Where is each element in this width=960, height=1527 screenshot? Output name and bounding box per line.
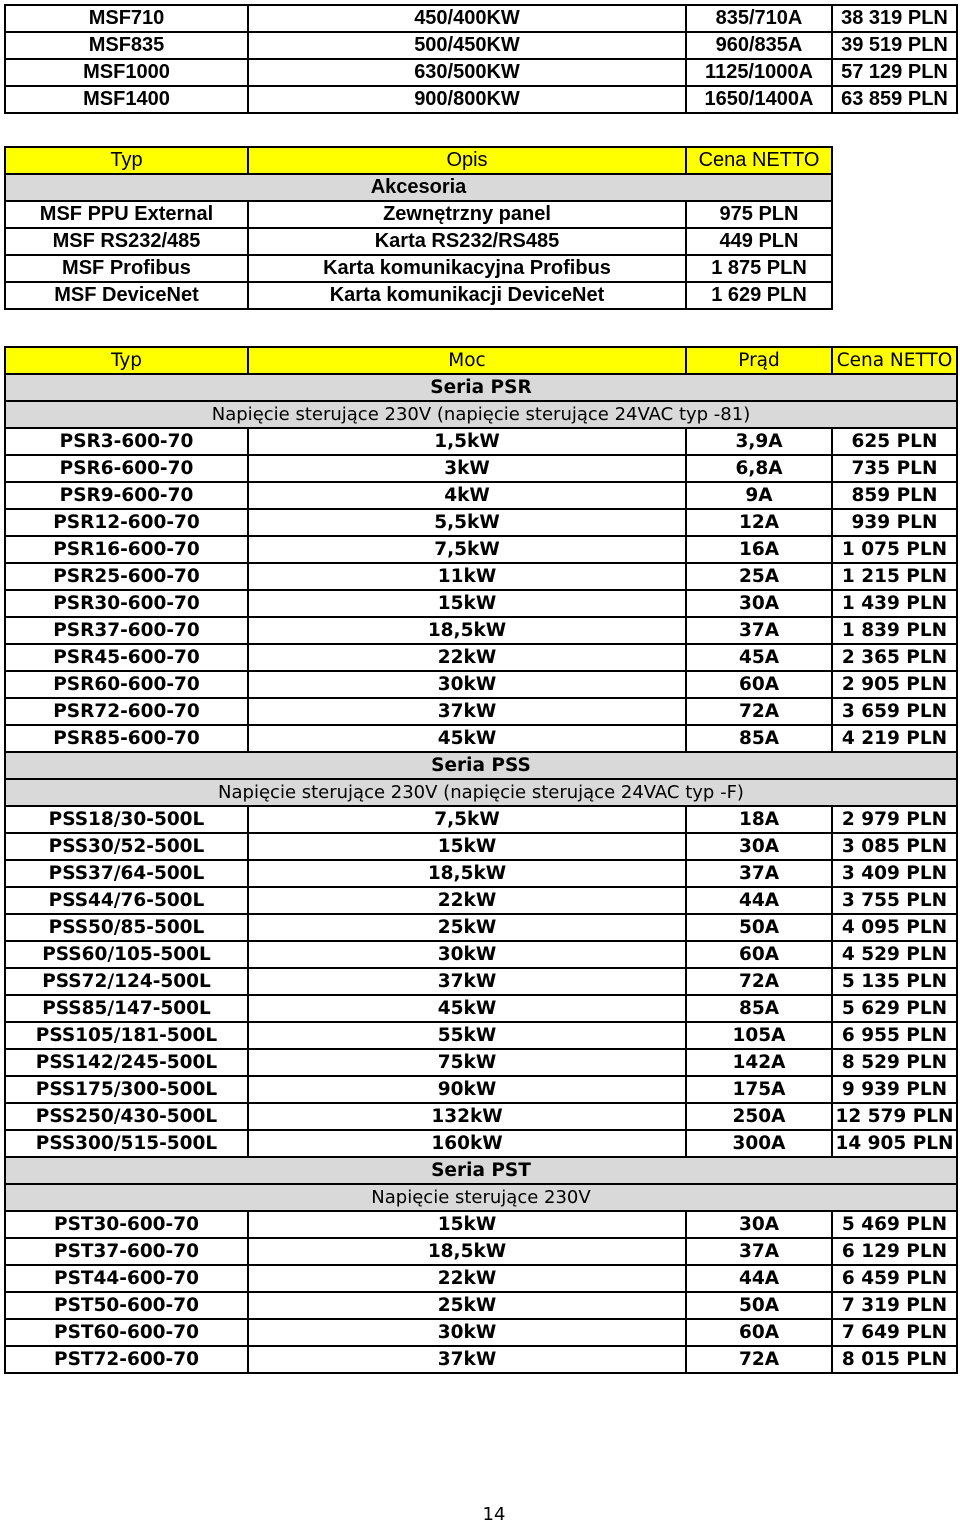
cell-prad: 60A bbox=[686, 1319, 832, 1346]
page-number: 14 bbox=[482, 1504, 506, 1525]
table-row bbox=[5, 1319, 957, 1346]
cell-typ: PST44-600-70 bbox=[5, 1265, 248, 1292]
cell-moc: 37kW bbox=[248, 1346, 686, 1373]
cell-cena: 859 PLN bbox=[832, 482, 957, 509]
table-row bbox=[5, 644, 957, 671]
table-row bbox=[5, 201, 832, 228]
cell-typ: PSS18/30-500L bbox=[5, 806, 248, 833]
series-note-row bbox=[5, 1184, 957, 1211]
cell-cena: 1 075 PLN bbox=[832, 536, 957, 563]
table-row bbox=[5, 536, 957, 563]
table-row bbox=[5, 1130, 957, 1157]
cell-cena: 1 439 PLN bbox=[832, 590, 957, 617]
cell-cena: 1 839 PLN bbox=[832, 617, 957, 644]
series-title: Seria PST bbox=[5, 1157, 957, 1184]
table-row bbox=[5, 995, 957, 1022]
cell-moc: 18,5kW bbox=[248, 1238, 686, 1265]
cell-moc: 7,5kW bbox=[248, 536, 686, 563]
cell-moc: 900/800KW bbox=[248, 86, 686, 113]
cell-typ: PST60-600-70 bbox=[5, 1319, 248, 1346]
cell-prad: 72A bbox=[686, 698, 832, 725]
cell-cena: 6 955 PLN bbox=[832, 1022, 957, 1049]
table-row bbox=[5, 1049, 957, 1076]
cell-moc: 30kW bbox=[248, 671, 686, 698]
cell-typ: PST50-600-70 bbox=[5, 1292, 248, 1319]
cell-prad: 30A bbox=[686, 590, 832, 617]
cell-typ: PSS50/85-500L bbox=[5, 914, 248, 941]
table-row bbox=[5, 1211, 957, 1238]
cell-prad: 50A bbox=[686, 1292, 832, 1319]
cell-typ: PSS85/147-500L bbox=[5, 995, 248, 1022]
cell-prad: 44A bbox=[686, 887, 832, 914]
cell-cena: 975 PLN bbox=[686, 201, 832, 228]
cell-typ: PSR12-600-70 bbox=[5, 509, 248, 536]
cell-moc: 15kW bbox=[248, 833, 686, 860]
cell-moc: 25kW bbox=[248, 914, 686, 941]
cell-prad: 105A bbox=[686, 1022, 832, 1049]
cell-typ: PSS72/124-500L bbox=[5, 968, 248, 995]
table-row bbox=[5, 563, 957, 590]
cell-moc: 1,5kW bbox=[248, 428, 686, 455]
table-row bbox=[5, 455, 957, 482]
header-typ: Typ bbox=[5, 347, 248, 374]
cell-cena: 5 629 PLN bbox=[832, 995, 957, 1022]
cell-typ: PSS30/52-500L bbox=[5, 833, 248, 860]
cell-moc: 18,5kW bbox=[248, 617, 686, 644]
cell-typ: PSR25-600-70 bbox=[5, 563, 248, 590]
table-row bbox=[5, 255, 832, 282]
cell-moc: 22kW bbox=[248, 644, 686, 671]
cell-cena: 1 215 PLN bbox=[832, 563, 957, 590]
cell-typ: PST30-600-70 bbox=[5, 1211, 248, 1238]
table-row bbox=[5, 833, 957, 860]
cell-moc: 37kW bbox=[248, 698, 686, 725]
cell-typ: PSS250/430-500L bbox=[5, 1103, 248, 1130]
cell-prad: 142A bbox=[686, 1049, 832, 1076]
cell-typ: PSR16-600-70 bbox=[5, 536, 248, 563]
cell-moc: 18,5kW bbox=[248, 860, 686, 887]
cell-cena: 12 579 PLN bbox=[832, 1103, 957, 1130]
table-row bbox=[5, 1265, 957, 1292]
cell-cena: 625 PLN bbox=[832, 428, 957, 455]
cell-prad: 835/710A bbox=[686, 5, 832, 32]
cell-moc: 45kW bbox=[248, 725, 686, 752]
cell-prad: 6,8A bbox=[686, 455, 832, 482]
cell-prad: 25A bbox=[686, 563, 832, 590]
cell-typ: MSF DeviceNet bbox=[5, 282, 248, 309]
cell-typ: MSF710 bbox=[5, 5, 248, 32]
cell-cena: 939 PLN bbox=[832, 509, 957, 536]
cell-cena: 6 129 PLN bbox=[832, 1238, 957, 1265]
cell-prad: 85A bbox=[686, 995, 832, 1022]
cell-typ: PSR72-600-70 bbox=[5, 698, 248, 725]
table-row bbox=[5, 1103, 957, 1130]
cell-cena: 2 979 PLN bbox=[832, 806, 957, 833]
table-row bbox=[5, 86, 957, 113]
cell-moc: 37kW bbox=[248, 968, 686, 995]
header-typ: Typ bbox=[5, 147, 248, 174]
cell-typ: PSS44/76-500L bbox=[5, 887, 248, 914]
header-opis: Opis bbox=[248, 147, 686, 174]
cell-prad: 45A bbox=[686, 644, 832, 671]
cell-cena: 7 649 PLN bbox=[832, 1319, 957, 1346]
table-row bbox=[5, 5, 957, 32]
cell-prad: 37A bbox=[686, 860, 832, 887]
cell-typ: PST72-600-70 bbox=[5, 1346, 248, 1373]
cell-prad: 72A bbox=[686, 968, 832, 995]
cell-cena: 8 529 PLN bbox=[832, 1049, 957, 1076]
header-moc: Moc bbox=[248, 347, 686, 374]
cell-prad: 1650/1400A bbox=[686, 86, 832, 113]
table-row bbox=[5, 228, 832, 255]
series-title: Seria PSR bbox=[5, 374, 957, 401]
cell-typ: PSR3-600-70 bbox=[5, 428, 248, 455]
table-row bbox=[5, 617, 957, 644]
cell-moc: 75kW bbox=[248, 1049, 686, 1076]
table-row bbox=[5, 1076, 957, 1103]
cell-prad: 50A bbox=[686, 914, 832, 941]
series-note-row bbox=[5, 779, 957, 806]
cell-opis: Karta RS232/RS485 bbox=[248, 228, 686, 255]
cell-cena: 5 135 PLN bbox=[832, 968, 957, 995]
cell-typ: PSR37-600-70 bbox=[5, 617, 248, 644]
table-row bbox=[5, 32, 957, 59]
cell-cena: 6 459 PLN bbox=[832, 1265, 957, 1292]
cell-moc: 22kW bbox=[248, 1265, 686, 1292]
cell-moc: 11kW bbox=[248, 563, 686, 590]
cell-typ: MSF PPU External bbox=[5, 201, 248, 228]
cell-typ: PSS300/515-500L bbox=[5, 1130, 248, 1157]
cell-typ: PSR6-600-70 bbox=[5, 455, 248, 482]
cell-prad: 85A bbox=[686, 725, 832, 752]
cell-prad: 60A bbox=[686, 941, 832, 968]
series-note: Napięcie sterujące 230V (napięcie sterujące 24VAC typ -81) bbox=[5, 401, 957, 428]
cell-typ: PSS37/64-500L bbox=[5, 860, 248, 887]
cell-moc: 132kW bbox=[248, 1103, 686, 1130]
section-title: Akcesoria bbox=[5, 174, 832, 201]
cell-cena: 14 905 PLN bbox=[832, 1130, 957, 1157]
table-row bbox=[5, 428, 957, 455]
cell-cena: 735 PLN bbox=[832, 455, 957, 482]
accessories-section-row bbox=[5, 174, 832, 201]
cell-cena: 38 319 PLN bbox=[832, 5, 957, 32]
cell-typ: PST37-600-70 bbox=[5, 1238, 248, 1265]
cell-moc: 5,5kW bbox=[248, 509, 686, 536]
table-row bbox=[5, 1238, 957, 1265]
table-row bbox=[5, 914, 957, 941]
cell-prad: 72A bbox=[686, 1346, 832, 1373]
cell-moc: 15kW bbox=[248, 1211, 686, 1238]
table-row bbox=[5, 1292, 957, 1319]
cell-cena: 39 519 PLN bbox=[832, 32, 957, 59]
cell-cena: 4 219 PLN bbox=[832, 725, 957, 752]
table-row bbox=[5, 59, 957, 86]
series-note: Napięcie sterujące 230V (napięcie sterujące 24VAC typ -F) bbox=[5, 779, 957, 806]
table-row bbox=[5, 725, 957, 752]
cell-prad: 250A bbox=[686, 1103, 832, 1130]
cell-cena: 1 629 PLN bbox=[686, 282, 832, 309]
cell-moc: 160kW bbox=[248, 1130, 686, 1157]
soft-starter-table-body bbox=[5, 374, 957, 1373]
cell-cena: 3 085 PLN bbox=[832, 833, 957, 860]
cell-cena: 8 015 PLN bbox=[832, 1346, 957, 1373]
cell-typ: PSS60/105-500L bbox=[5, 941, 248, 968]
cell-prad: 30A bbox=[686, 1211, 832, 1238]
cell-cena: 5 469 PLN bbox=[832, 1211, 957, 1238]
cell-moc: 45kW bbox=[248, 995, 686, 1022]
series-title-row bbox=[5, 752, 957, 779]
cell-moc: 3kW bbox=[248, 455, 686, 482]
cell-cena: 7 319 PLN bbox=[832, 1292, 957, 1319]
table-row bbox=[5, 671, 957, 698]
cell-typ: MSF Profibus bbox=[5, 255, 248, 282]
cell-moc: 15kW bbox=[248, 590, 686, 617]
cell-opis: Karta komunikacyjna Profibus bbox=[248, 255, 686, 282]
cell-prad: 3,9A bbox=[686, 428, 832, 455]
table-row bbox=[5, 806, 957, 833]
cell-moc: 500/450KW bbox=[248, 32, 686, 59]
cell-prad: 300A bbox=[686, 1130, 832, 1157]
cell-cena: 3 409 PLN bbox=[832, 860, 957, 887]
accessories-header-row bbox=[5, 147, 832, 174]
cell-opis: Zewnętrzny panel bbox=[248, 201, 686, 228]
cell-moc: 90kW bbox=[248, 1076, 686, 1103]
cell-cena: 63 859 PLN bbox=[832, 86, 957, 113]
soft-starter-table bbox=[4, 346, 958, 1374]
series-note: Napięcie sterujące 230V bbox=[5, 1184, 957, 1211]
table-row bbox=[5, 282, 832, 309]
cell-prad: 30A bbox=[686, 833, 832, 860]
cell-moc: 30kW bbox=[248, 941, 686, 968]
cell-typ: MSF835 bbox=[5, 32, 248, 59]
cell-moc: 25kW bbox=[248, 1292, 686, 1319]
cell-cena: 449 PLN bbox=[686, 228, 832, 255]
series-note-row bbox=[5, 401, 957, 428]
series-title: Seria PSS bbox=[5, 752, 957, 779]
soft-starter-header-row bbox=[5, 347, 957, 374]
cell-typ: PSS175/300-500L bbox=[5, 1076, 248, 1103]
table-row bbox=[5, 509, 957, 536]
table-row bbox=[5, 698, 957, 725]
cell-moc: 630/500KW bbox=[248, 59, 686, 86]
cell-cena: 1 875 PLN bbox=[686, 255, 832, 282]
cell-typ: PSR85-600-70 bbox=[5, 725, 248, 752]
cell-cena: 2 365 PLN bbox=[832, 644, 957, 671]
cell-prad: 44A bbox=[686, 1265, 832, 1292]
msf-price-table bbox=[4, 4, 958, 114]
msf-table-body bbox=[5, 5, 957, 113]
cell-cena: 4 529 PLN bbox=[832, 941, 957, 968]
cell-prad: 175A bbox=[686, 1076, 832, 1103]
cell-prad: 60A bbox=[686, 671, 832, 698]
cell-cena: 57 129 PLN bbox=[832, 59, 957, 86]
cell-moc: 55kW bbox=[248, 1022, 686, 1049]
accessories-table-body bbox=[5, 201, 832, 309]
cell-typ: PSS142/245-500L bbox=[5, 1049, 248, 1076]
table-row bbox=[5, 1022, 957, 1049]
cell-typ: PSR9-600-70 bbox=[5, 482, 248, 509]
cell-moc: 30kW bbox=[248, 1319, 686, 1346]
cell-prad: 18A bbox=[686, 806, 832, 833]
cell-typ: PSR30-600-70 bbox=[5, 590, 248, 617]
cell-cena: 4 095 PLN bbox=[832, 914, 957, 941]
cell-moc: 450/400KW bbox=[248, 5, 686, 32]
cell-prad: 12A bbox=[686, 509, 832, 536]
cell-typ: PSS105/181-500L bbox=[5, 1022, 248, 1049]
cell-cena: 3 659 PLN bbox=[832, 698, 957, 725]
cell-prad: 960/835A bbox=[686, 32, 832, 59]
table-row bbox=[5, 860, 957, 887]
cell-moc: 7,5kW bbox=[248, 806, 686, 833]
table-row bbox=[5, 482, 957, 509]
cell-prad: 37A bbox=[686, 1238, 832, 1265]
cell-cena: 9 939 PLN bbox=[832, 1076, 957, 1103]
cell-cena: 2 905 PLN bbox=[832, 671, 957, 698]
series-title-row bbox=[5, 374, 957, 401]
table-row bbox=[5, 968, 957, 995]
table-row bbox=[5, 590, 957, 617]
header-cena: Cena NETTO bbox=[832, 347, 957, 374]
header-cena: Cena NETTO bbox=[686, 147, 832, 174]
accessories-table bbox=[4, 146, 833, 310]
cell-prad: 9A bbox=[686, 482, 832, 509]
cell-typ: PSR45-600-70 bbox=[5, 644, 248, 671]
cell-moc: 4kW bbox=[248, 482, 686, 509]
cell-prad: 37A bbox=[686, 617, 832, 644]
table-row bbox=[5, 887, 957, 914]
series-title-row bbox=[5, 1157, 957, 1184]
cell-prad: 16A bbox=[686, 536, 832, 563]
cell-opis: Karta komunikacji DeviceNet bbox=[248, 282, 686, 309]
cell-cena: 3 755 PLN bbox=[832, 887, 957, 914]
table-row bbox=[5, 1346, 957, 1373]
cell-prad: 1125/1000A bbox=[686, 59, 832, 86]
cell-moc: 22kW bbox=[248, 887, 686, 914]
cell-typ: MSF1400 bbox=[5, 86, 248, 113]
header-prad: Prąd bbox=[686, 347, 832, 374]
cell-typ: MSF1000 bbox=[5, 59, 248, 86]
cell-typ: PSR60-600-70 bbox=[5, 671, 248, 698]
cell-typ: MSF RS232/485 bbox=[5, 228, 248, 255]
table-row bbox=[5, 941, 957, 968]
